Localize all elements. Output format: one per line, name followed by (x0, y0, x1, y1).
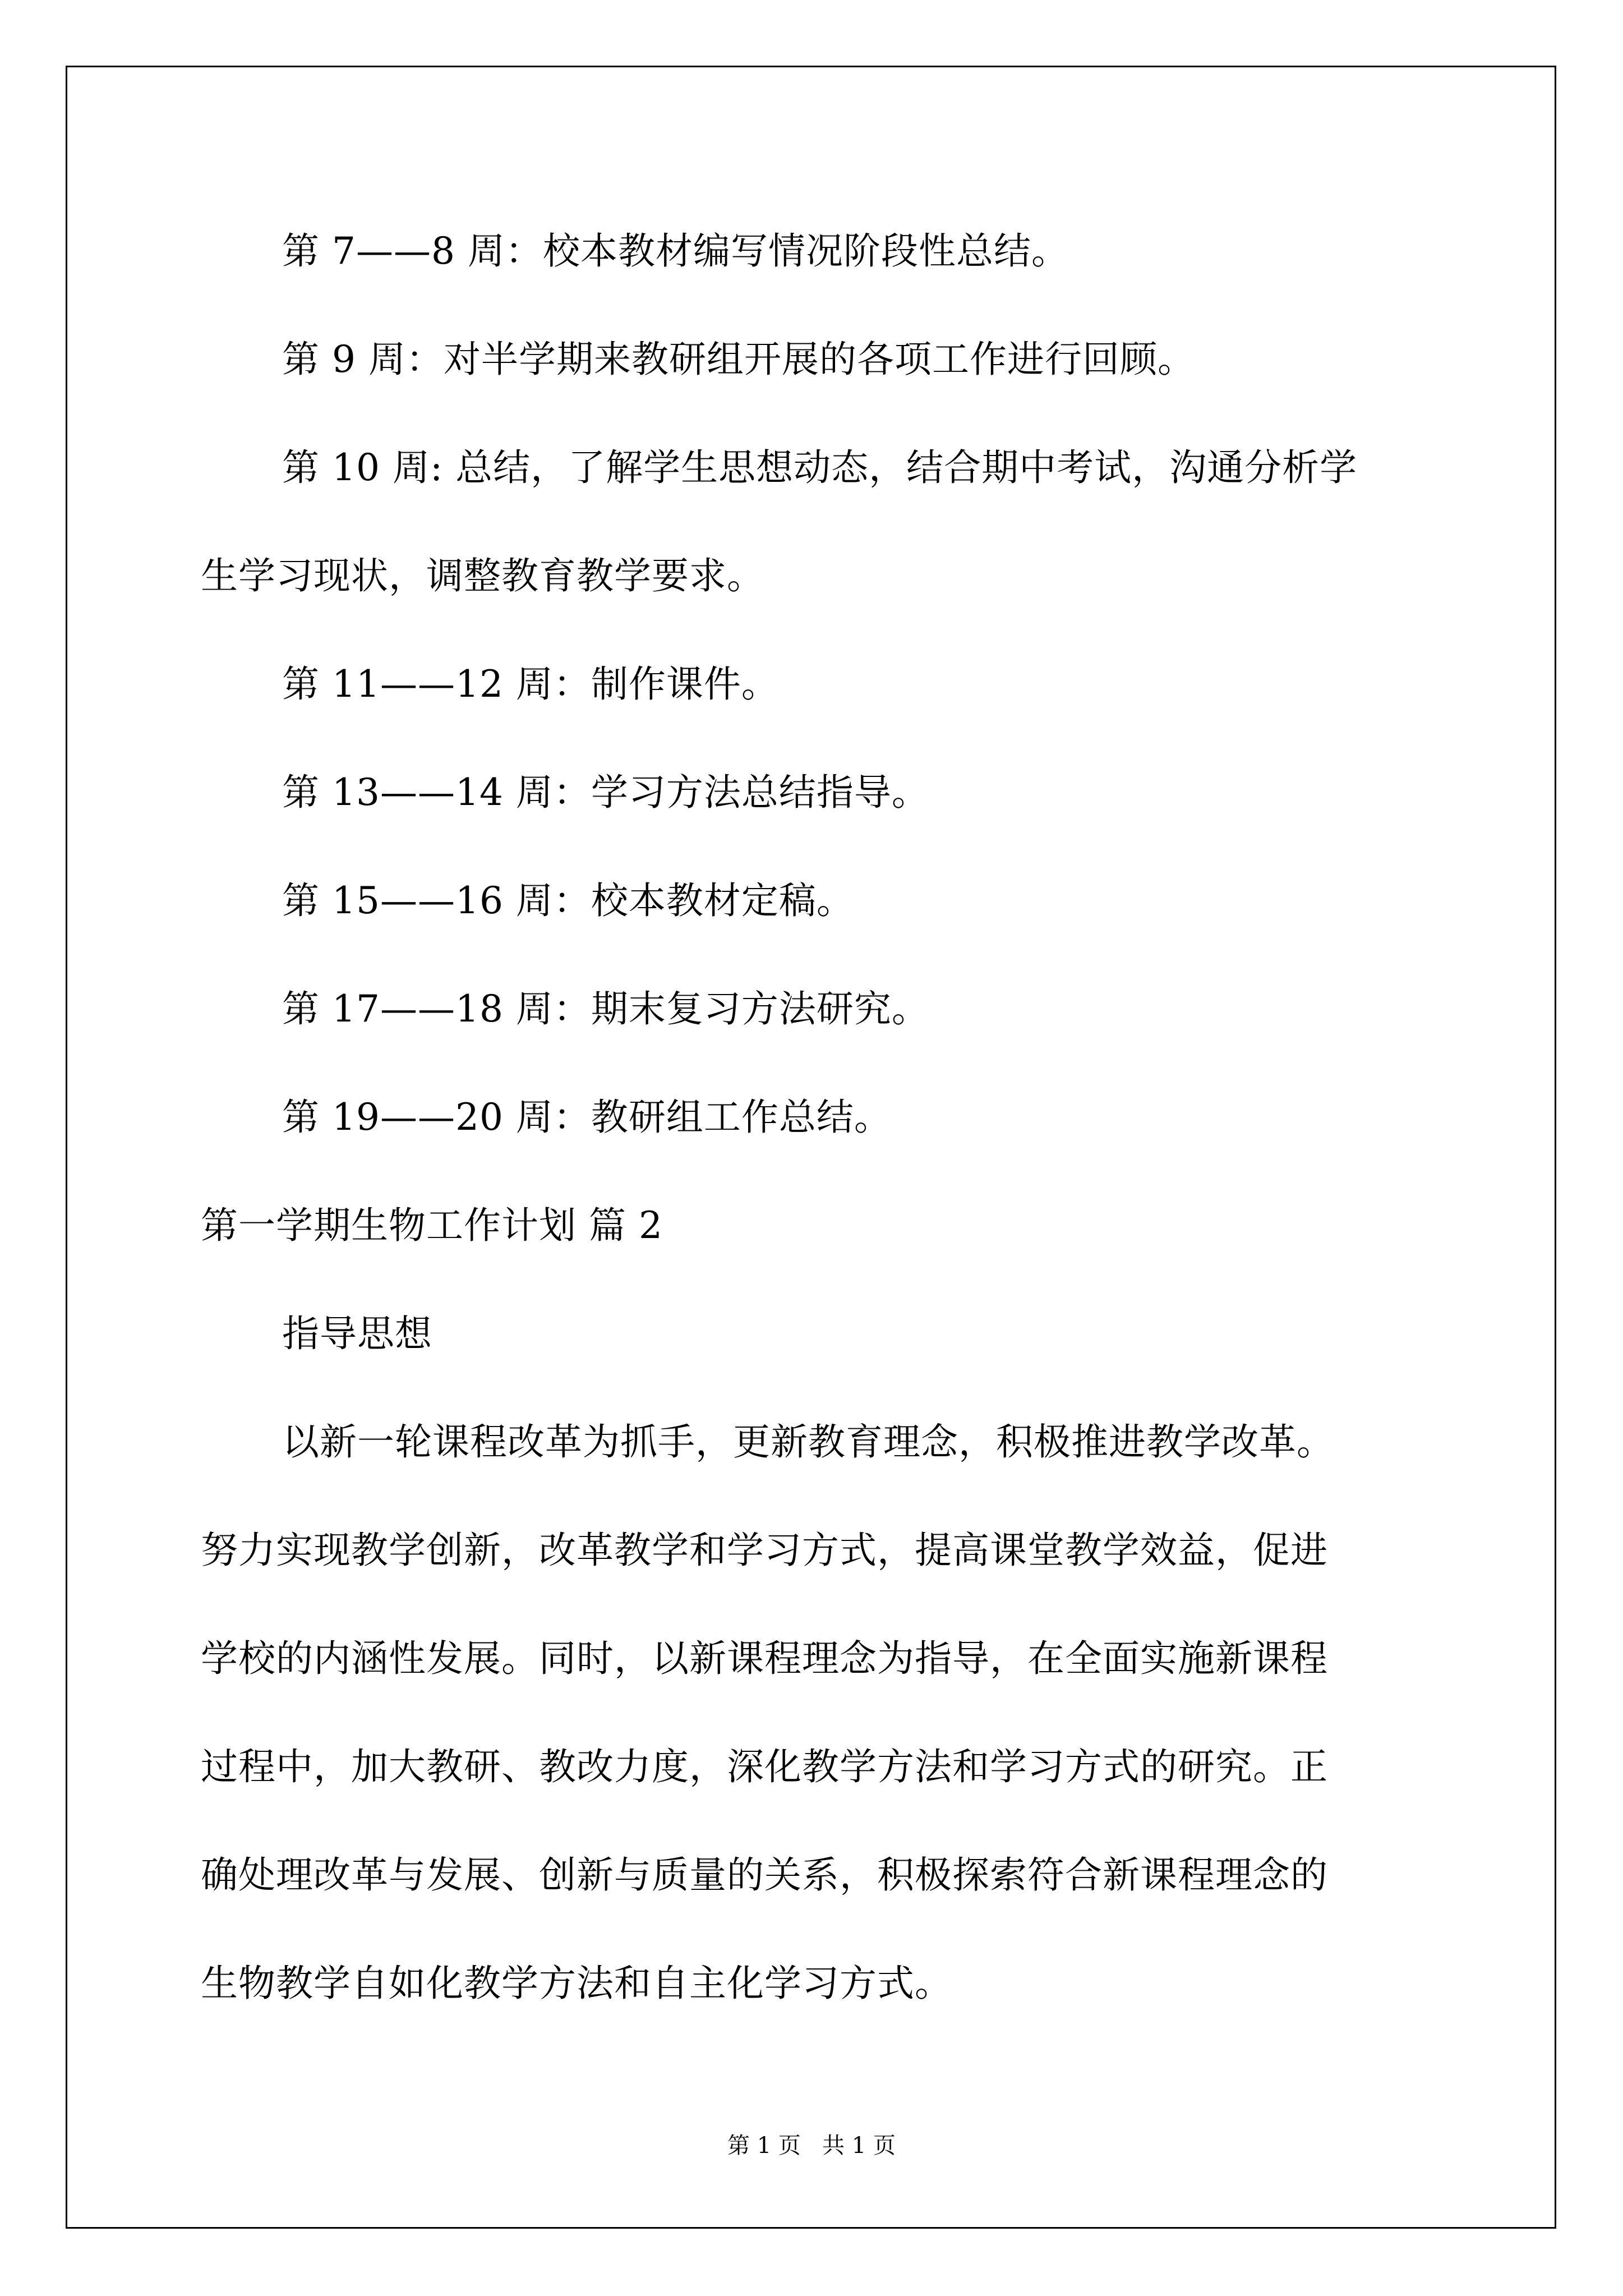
schedule-week-11-12: 第 11——12 周：制作课件。 (282, 662, 779, 706)
schedule-week-15-16: 第 15——16 周：校本教材定稿。 (282, 879, 854, 922)
paragraph-line-5: 确处理改革与发展、创新与质量的关系，积极探索符合新课程理念的 (201, 1853, 1328, 1897)
schedule-week-13-14: 第 13——14 周：学习方法总结指导。 (282, 771, 929, 814)
schedule-week-7-8: 第 7——8 周：校本教材编写情况阶段性总结。 (282, 229, 1069, 273)
subheading-guiding-ideology: 指导思想 (282, 1312, 432, 1355)
page-border (66, 66, 1556, 2229)
schedule-week-9: 第 9 周：对半学期来教研组开展的各项工作进行回顾。 (282, 338, 1195, 381)
schedule-week-10: 第 10 周: 总结，了解学生思想动态，结合期中考试，沟通分析学 (282, 446, 1358, 489)
paragraph-line-4: 过程中，加大教研、教改力度，深化教学方法和学习方式的研究。正 (201, 1745, 1328, 1788)
paragraph-line-3: 学校的内涵性发展。同时，以新课程理念为指导，在全面实施新课程 (201, 1637, 1328, 1680)
paragraph-line-2: 努力实现教学创新，改革教学和学习方式，提高课堂教学效益，促进 (201, 1529, 1328, 1572)
schedule-week-10-continued: 生学习现状，调整教育教学要求。 (201, 554, 764, 597)
schedule-week-17-18: 第 17——18 周：期末复习方法研究。 (282, 987, 929, 1030)
page-footer: 第 1 页 共 1 页 (727, 2133, 896, 2159)
paragraph-line-6: 生物教学自如化教学方法和自主化学习方式。 (201, 1962, 952, 2005)
section-heading: 第一学期生物工作计划 篇 2 (201, 1204, 663, 1247)
paragraph-line-1: 以新一轮课程改革为抓手，更新教育理念，积极推进教学改革。 (282, 1420, 1334, 1464)
schedule-week-19-20: 第 19——20 周：教研组工作总结。 (282, 1096, 892, 1139)
